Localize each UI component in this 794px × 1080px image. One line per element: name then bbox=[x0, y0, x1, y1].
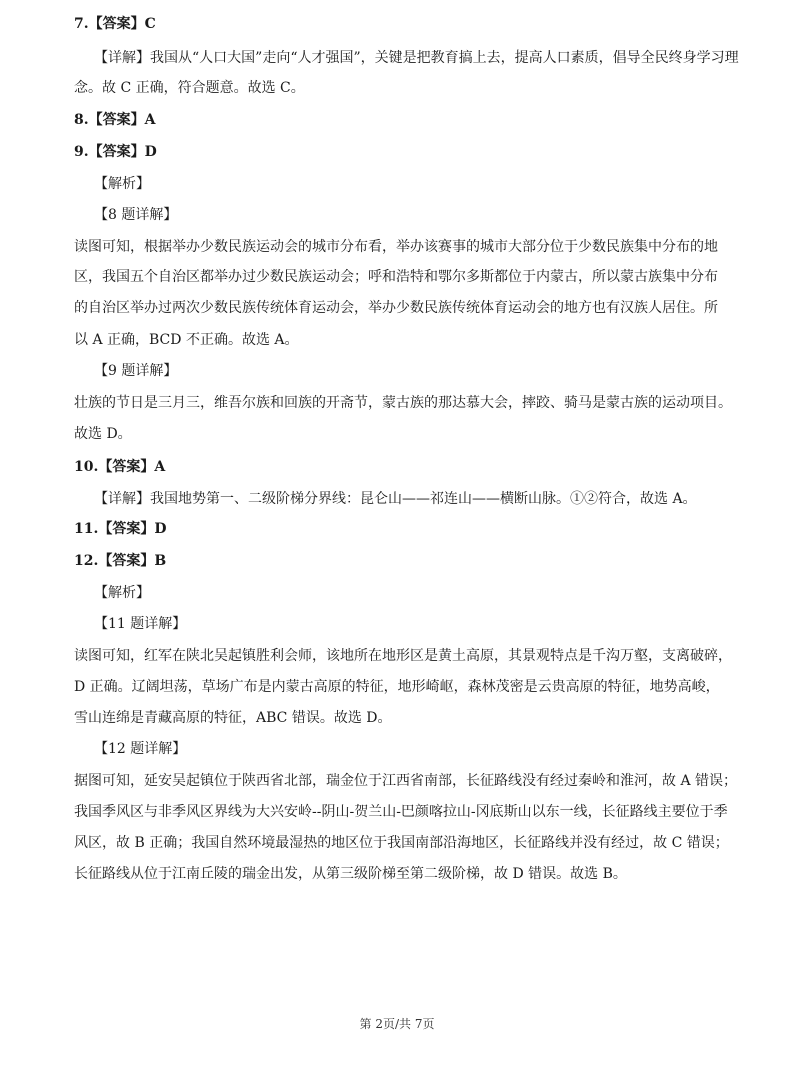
analysis-label-11-12: 【解析】 bbox=[94, 585, 150, 601]
analysis-label-8-9: 【解析】 bbox=[94, 176, 150, 192]
explanation-8-line2: 区，我国五个自治区都举办过少数民族运动会；呼和浩特和鄂尔多斯都位于内蒙古，所以蒙古族集中分布 bbox=[74, 269, 718, 285]
answer-heading-10: 10.【答案】A bbox=[74, 459, 166, 475]
explanation-10: 【详解】我国地势第一、二级阶梯分界线：昆仑山——祁连山——横断山脉。①②符合，故选 A。 bbox=[94, 491, 697, 507]
explanation-7-line1: 【详解】我国从“人口大国”走向“人才强国”，关键是把教育搞上去，提高人口素质，倡导全民终身学习理 bbox=[94, 50, 739, 66]
answer-heading-11: 11.【答案】D bbox=[74, 521, 167, 537]
explanation-12-line1: 据图可知，延安吴起镇位于陕西省北部，瑞金位于江西省南部，长征路线没有经过秦岭和淮河，故 A 错误； bbox=[74, 773, 738, 789]
answer-heading-7: 7.【答案】C bbox=[74, 16, 156, 32]
explanation-12-line2: 我国季风区与非季风区界线为大兴安岭--阴山-贺兰山-巴颜喀拉山-冈底斯山以东一线，长征路线主要位于季 bbox=[74, 804, 728, 820]
explanation-9-line2: 故选 D。 bbox=[74, 426, 132, 442]
answer-heading-12: 12.【答案】B bbox=[74, 553, 167, 569]
explanation-11-line1: 读图可知，红军在陕北吴起镇胜利会师，该地所在地形区是黄土高原，其景观特点是千沟万壑，支离破碎， bbox=[74, 648, 732, 664]
explanation-7-line2: 念。故 C 正确，符合题意。故选 C。 bbox=[74, 80, 305, 96]
explanation-11-line2: D 正确。辽阔坦荡，草场广布是内蒙古高原的特征，地形崎岖，森林茂密是云贵高原的特征，地势高峻， bbox=[74, 679, 720, 695]
explanation-12-line4: 长征路线从位于江南丘陵的瑞金出发，从第三级阶梯至第二级阶梯，故 D 错误。故选 B。 bbox=[74, 866, 627, 882]
explanation-12-line3: 风区，故 B 正确；我国自然环境最湿热的地区位于我国南部沿海地区，长征路线并没有经过，故 C 错误； bbox=[74, 835, 729, 851]
explanation-8-line3: 的自治区举办过两次少数民族传统体育运动会，举办少数民族传统体育运动会的地方也有汉族人居住。所 bbox=[74, 300, 718, 316]
explanation-11-line3: 雪山连绵是青藏高原的特征，ABC 错误。故选 D。 bbox=[74, 710, 392, 726]
detail-label-8: 【8 题详解】 bbox=[94, 207, 178, 223]
explanation-8-line4: 以 A 正确，BCD 不正确。故选 A。 bbox=[74, 332, 299, 348]
explanation-9-line1: 壮族的节日是三月三，维吾尔族和回族的开斋节，蒙古族的那达慕大会，摔跤、骑马是蒙古族的运动项目。 bbox=[74, 395, 732, 411]
detail-label-11: 【11 题详解】 bbox=[94, 616, 187, 632]
answer-heading-8: 8.【答案】A bbox=[74, 112, 156, 128]
detail-label-9: 【9 题详解】 bbox=[94, 363, 178, 379]
explanation-8-line1: 读图可知，根据举办少数民族运动会的城市分布看，举办该赛事的城市大部分位于少数民族集中分布的地 bbox=[74, 239, 718, 255]
detail-label-12: 【12 题详解】 bbox=[94, 741, 187, 757]
answer-heading-9: 9.【答案】D bbox=[74, 144, 157, 160]
page-number-footer: 第 2页/共 7页 bbox=[359, 1017, 435, 1031]
